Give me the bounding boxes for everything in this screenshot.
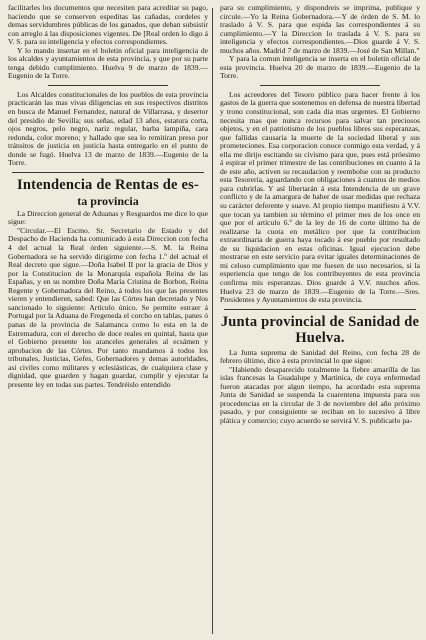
- section-divider: [12, 172, 204, 173]
- section-divider: [48, 85, 168, 86]
- heading-junta-sanidad-text: Junta provincial de Sanidad de Huelva.: [220, 313, 420, 346]
- column-rule: [212, 8, 213, 634]
- left-paragraph-circular: "Circular.—El Escmo. Sr. Secretario de Estado y del Despacho de Hacienda ha comunicado á esta Direccion con fecha 4 del actual la Real órden siguiente.—S. M. la Reina Gobernadora se ha servido dirigirme con fecha 1.º del actual el Real decreto que sigue.—Doña Isabel II por la gracia de Dios y por la Constitucion de la Monarquía española Reina de las Españas, y en su nombre Doña María Cristina de Borbon, Reina Regente y Gobernadora del Reino, á todos los que las presentes vieren y entendieren, sabed: Que las Córtes han decretado y Nos sancionado lo siguiente: Artículo único. Se permite estraer á Portugal por la Aduana de Fregeneda el corcho en tablas, panes ó panas de la provincia de Salamanca como lo esta en la de Estremadura, con el derecho de doce reales en quintal, hasta que el Gobierno presente los aranceles generales al ecsámen y aprobacion de las Córtes. Por tanto mandamos á todos los tribunales, Justicias, Gefes, Gobernadores y demas autoridades, asi civiles como militares y eclesiásticas, de cualquiera clase y dignidad, que guarden y hagan guardar, cumplir y ejecutar la presente ley en todas sus partes. Tendréislo entendido: [8, 225, 208, 389]
- right-paragraph-junta-intro: La Junta suprema de Sanidad del Reino, con fecha 28 de febrero último, dice á esta provincial lo que sigue:: [220, 347, 420, 366]
- right-column: [220, 4, 420, 426]
- right-paragraph-insert-notice: Y para la comun inteligencia se inserta en el boletin oficial de esta provincia. Huelva 20 de marzo de 1839.—Eugenio de la Torre.: [220, 54, 420, 81]
- left-paragraph-direccion-intro: La Direccion general de Aduanas y Resguardos me dice lo que sigue:: [8, 208, 208, 227]
- right-paragraph-continuation: para su cumplimiento, y dispondreis se imprima, publique y circule.—Yo la Reina Gobernadora.—Y de órden de S. M. lo traslado á V. S. para que espida las correspondientes á su cumplimiento.—Y la Direccion lo traslada á V. S. para su inteligencia y efectos correspondientes.—Dios guarde á V. S. muchos años. Madrid 7 de marzo de 1839.—José de San Millan.": [220, 3, 420, 55]
- right-paragraph-tesoro-notice: Los acreedores del Tesoro público para hacer frente á los gastos de la guerra que sostenemos en defensa de nuestra libertad y trono constitucional, son cada dia mas urgentes. El Gobierno necesita mas que nunca recursos para salvar tan preciosos objetos, y en el patriotismo de los pueblos libres sus esperanzas, que fallidas causaria la muerte de la sociedad liberal y sus prometeciones. Esa corporacion conoce conmigo esta verdad, y á ella me dirijo escitando su civismo para que, pues está próesimo á espirar el primer trimestre de las contribuciones en cuanto á la de este año, activen su recaudacion y reembolse con su producto esta Tesorería, aguardando con obligaciones á cuantos de medios para cubrirlas. Y así libertarán á esta Intendencia de un grave conflicto y de la amargura de haber de usar medidas que rechaza su carácter deferente y suave. Al propio tiempo manifiesto á V.V. que tocan ya tambien su término el primer mes de los once en que por el artículo 6.º de la ley de 16 de corte último ha de realizarse la cuota en metálico por que la contribucion extraordinaria de guerra haya tocado á ese pueblo por resultado de su liquidacion en estas oficinas. Igual ejecucion debe mostrarse en este servicio para evitar iguales determinaciones de mi celoso cumplimiento que me fuesen de uso necesarios, si la esperiencia que tengo de los contribuyentes de esta provincia confirma mis esperanzas. Dios guarde á V.V. muchos años. Huelva 23 de marzo de 1839.—Eugenio de la Torre.—Sres. Presidentes y Ayuntamientos de esta provincia.: [220, 89, 420, 305]
- heading-intendencia-line1: Intendencia de Rentas de es-: [16, 176, 199, 193]
- section-divider: [260, 85, 380, 86]
- left-paragraph-continuation: facilitarles los documentos que necesiten para acreditar su pago, haciendo que se conserven espeditas las cañadas, cordeles y demas servidumbres públicas de los ganados, que deban subsistir con arreglo á las disposiciones vigentes. De [Real orden lo digo á V. S. para su inteligencia y efectos correspondientes.: [8, 3, 208, 47]
- right-paragraph-fiebre-amarilla: "Habiendo desaparecido totalmente la fiebre amarilla de las islas francesas la Guadalupe y Martinica, de cuya enfermedad fueron atacadas por algun tiempo, ha acordado esta suprema Junta de Sanidad se suspenda la cuarentena impuesta para sus procedencias en la circular de 3 de noviembre del año próximo pasado, y por consiguiente se reciban en lo sucesivo á libre plática y comercio; cuyo acuerdo se servirá V. S. publicarlo pa-: [220, 364, 420, 425]
- section-divider: [224, 309, 416, 310]
- left-column: [8, 4, 208, 389]
- left-paragraph-deserter-notice: Los Alcaldes constitucionales de los pueblos de esta provincia practicarán las mas vivas diligencias en sus respectivos distritos en busca de Manuel Fernandez, natural de Villarrasa, y desertor del presidio de Sevilla; sus señas, edad 13 años, estatura corta, ojos negros, pelo negro, nariz regular, barba lampiña, cara redonda, color moreno; y hallado que sea lo remitiran preso por tránsitos de justicia en justicia hasta entregarlo en el punto de donde se fugó. Huelva 13 de marzo de 1839.—Eugenio de la Torre.: [8, 89, 208, 168]
- heading-junta-sanidad: [220, 315, 420, 347]
- heading-intendencia-line2: ta provincia: [77, 193, 139, 208]
- heading-intendencia: [8, 178, 208, 208]
- left-paragraph-insert-notice: Y lo mando insertar en el boletin oficial para inteligencia de los alcaldes y ayuntamientos de esta provincia, y que por su parte tenga debido cumplimiento. Huelva 9 de marzo de 1839.—Eugenio de la Torre.: [8, 45, 208, 81]
